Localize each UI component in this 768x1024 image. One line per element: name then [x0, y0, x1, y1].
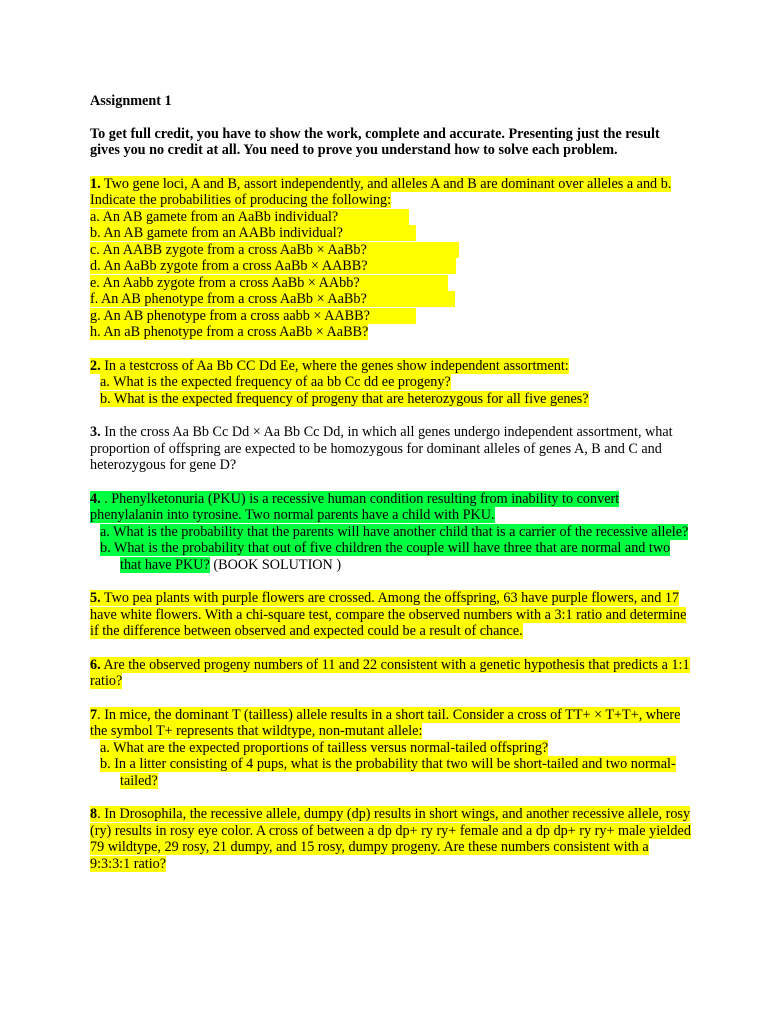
q5-line-3: if the difference between observed and expected could be a result of chance. — [90, 623, 523, 639]
q8-line-1 — [90, 806, 690, 822]
q7-line-1 — [90, 707, 680, 723]
q7-line-2: the symbol T+ represents that wildtype, non-mutant allele: — [90, 723, 423, 739]
q6-number: 6. — [90, 656, 101, 673]
q5-text: Two pea plants with purple flowers are crossed. Among the offspring, 63 have purple flowers, and 17 — [100, 590, 680, 606]
q2-line-1 — [90, 358, 569, 374]
q5-line-1 — [90, 590, 679, 606]
q6-text: Are the observed progeny numbers of 11 and 22 consistent with a genetic hypothesis that predicts a 1:1 — [100, 656, 690, 673]
q1-line-1 — [90, 176, 671, 192]
q3-number: 3. — [90, 424, 101, 440]
q4-text: . Phenylketonuria (PKU) is a recessive human condition resulting from inability to convert — [100, 490, 620, 507]
q7-item-a: a. What are the expected proportions of tailless versus normal-tailed offspring? — [100, 739, 549, 756]
q1-item-a: a. An AB gamete from an AaBb individual? — [90, 209, 409, 225]
question-1 — [90, 176, 690, 341]
instructions — [90, 126, 690, 159]
q5-number: 5. — [90, 590, 101, 606]
intro-line-1: To get full credit, you have to show the work, complete and accurate. Presenting just the result — [90, 125, 660, 142]
q4-line-2: phenylalanin into tyrosine. Two normal parents have a child with PKU. — [90, 507, 495, 523]
q1-item-e: e. An Aabb zygote from a cross AaBb × AAbb? — [90, 275, 448, 291]
q4-line-1 — [90, 491, 619, 507]
q4-book-solution-note: (BOOK SOLUTION ) — [209, 556, 342, 573]
intro-line-2: gives you no credit at all. You need to prove you understand how to solve each problem. — [90, 142, 618, 158]
q7-item-b-cont: tailed? — [120, 772, 158, 789]
q4-number: 4. — [90, 490, 101, 507]
question-8 — [90, 806, 690, 872]
q7-text: . In mice, the dominant T (tailless) allele results in a short tail. Consider a cross of TT+ × T+T+, where — [97, 706, 681, 723]
q1-item-f: f. An AB phenotype from a cross AaBb × AaBb? — [90, 291, 455, 307]
q3-text: In the cross Aa Bb Cc Dd × Aa Bb Cc Dd, in which all genes undergo independent assortment, what — [100, 424, 673, 440]
q5-line-2: have white flowers. With a chi-square test, compare the observed numbers with a 3:1 ratio and determine — [90, 606, 687, 623]
q2-item-a: a. What is the expected frequency of aa bb Cc dd ee progeny? — [100, 374, 451, 390]
q2-item-b: b. What is the expected frequency of progeny that are heterozygous for all five genes? — [100, 390, 589, 407]
q3-line-2: proportion of offspring are expected to be homozygous for dominant alleles of genes A, B and C and — [90, 440, 662, 457]
q1-number: 1. — [90, 175, 101, 192]
q8-line-2: (ry) results in rosy eye color. A cross of between a dp dp+ ry ry+ female and a dp dp+ ry ry+ male yielded — [90, 822, 691, 839]
assignment-title: Assignment 1 — [90, 93, 172, 109]
question-4 — [90, 491, 690, 574]
question-2 — [90, 358, 690, 408]
q1-item-g: g. An AB phenotype from a cross aabb × AABB? — [90, 308, 416, 324]
q6-line-1 — [90, 657, 690, 673]
q1-item-c: c. An AABB zygote from a cross AaBb × AaBb? — [90, 242, 459, 258]
q4-item-a: a. What is the probability that the parents will have another child that is a carrier of the recessive allele? — [100, 523, 689, 540]
q1-item-b: b. An AB gamete from an AABb individual? — [90, 225, 416, 241]
q1-line-2: Indicate the probabilities of producing the following: — [90, 192, 392, 208]
q8-line-3: 79 wildtype, 29 rosy, 21 dumpy, and 15 rosy, dumpy progeny. Are these numbers consistent with a — [90, 839, 649, 855]
q3-line-3: heterozygous for gene D? — [90, 457, 237, 473]
q4-item-b: b. What is the probability that out of five children the couple will have three that are normal and two — [100, 540, 671, 556]
q1-item-h: h. An aB phenotype from a cross AaBb × AaBB? — [90, 324, 369, 340]
q1-item-d: d. An AaBb zygote from a cross AaBb × AABB? — [90, 258, 456, 274]
q7-number: 7 — [90, 706, 98, 723]
q1-text: Two gene loci, A and B, assort independently, and alleles A and B are dominant over alleles a and b. — [100, 175, 672, 192]
q2-number: 2. — [90, 357, 101, 374]
question-7 — [90, 707, 690, 790]
document-page — [90, 93, 690, 872]
question-5 — [90, 590, 690, 640]
q2-text: In a testcross of Aa Bb CC Dd Ee, where the genes show independent assortment: — [100, 357, 569, 374]
question-3 — [90, 424, 690, 474]
q7-item-b: b. In a litter consisting of 4 pups, what is the probability that two will be short-tailed and two normal- — [100, 756, 676, 772]
q6-line-2: ratio? — [90, 673, 123, 689]
q4-item-b-cont: that have PKU? — [120, 556, 210, 573]
question-6 — [90, 657, 690, 690]
q8-text: . In Drosophila, the recessive allele, dumpy (dp) results in short wings, and another recessive allele, rosy — [97, 806, 691, 822]
q8-number: 8 — [90, 806, 98, 822]
q8-line-4: 9:3:3:1 ratio? — [90, 855, 167, 872]
